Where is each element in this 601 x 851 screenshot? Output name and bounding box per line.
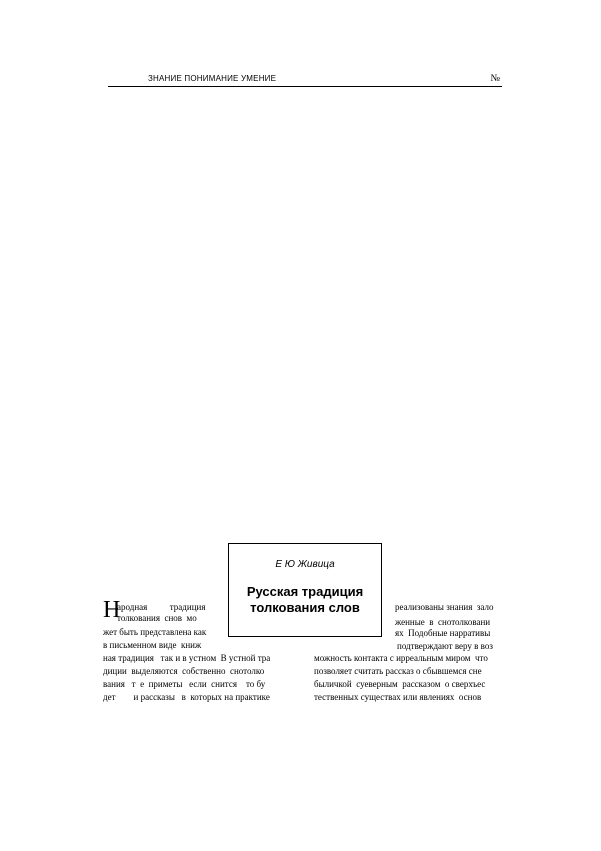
left-line: жет быть представлена как: [103, 627, 207, 637]
article-title: [229, 584, 381, 616]
left-line: в письменном виде книж: [103, 640, 202, 650]
left-line: толкования снов мо: [117, 613, 197, 623]
article-title-line-1: Русская традиция: [246, 584, 364, 599]
left-line: диции выделяются собственно снотолко: [103, 666, 265, 676]
right-line: тественных существах или явлениях основ: [314, 692, 482, 702]
right-line: быличкой суеверным рассказом о сверхъес: [314, 679, 486, 689]
journal-running-title: ЗНАНИЕ ПОНИМАНИЕ УМЕНИЕ: [148, 74, 277, 83]
right-line: женные в снотолковани: [395, 617, 491, 627]
left-line: дет и рассказы в которых на практике: [103, 692, 270, 702]
right-line: подтверждают веру в воз: [397, 641, 493, 651]
right-line: позволяет считать рассказ о сбывшемся сне: [314, 666, 482, 676]
article-title-line-2: толкования слов: [250, 600, 360, 615]
left-line: ная традиция так и в устном В устной тра: [103, 653, 271, 663]
drop-cap: Н: [103, 597, 121, 623]
right-line: можность контакта с ирреальным миром что: [314, 653, 488, 663]
left-line: вания т е приметы если снится то бу: [103, 679, 266, 689]
right-line: ях Подобные нарративы: [395, 628, 491, 638]
article-author: Е Ю Живица: [275, 559, 335, 570]
running-header: [108, 73, 502, 87]
article-title-box: [228, 543, 382, 637]
right-line: реализованы знания зало: [395, 602, 494, 612]
left-line: ародная традиция: [117, 602, 206, 612]
issue-number-sign: №: [490, 73, 500, 84]
